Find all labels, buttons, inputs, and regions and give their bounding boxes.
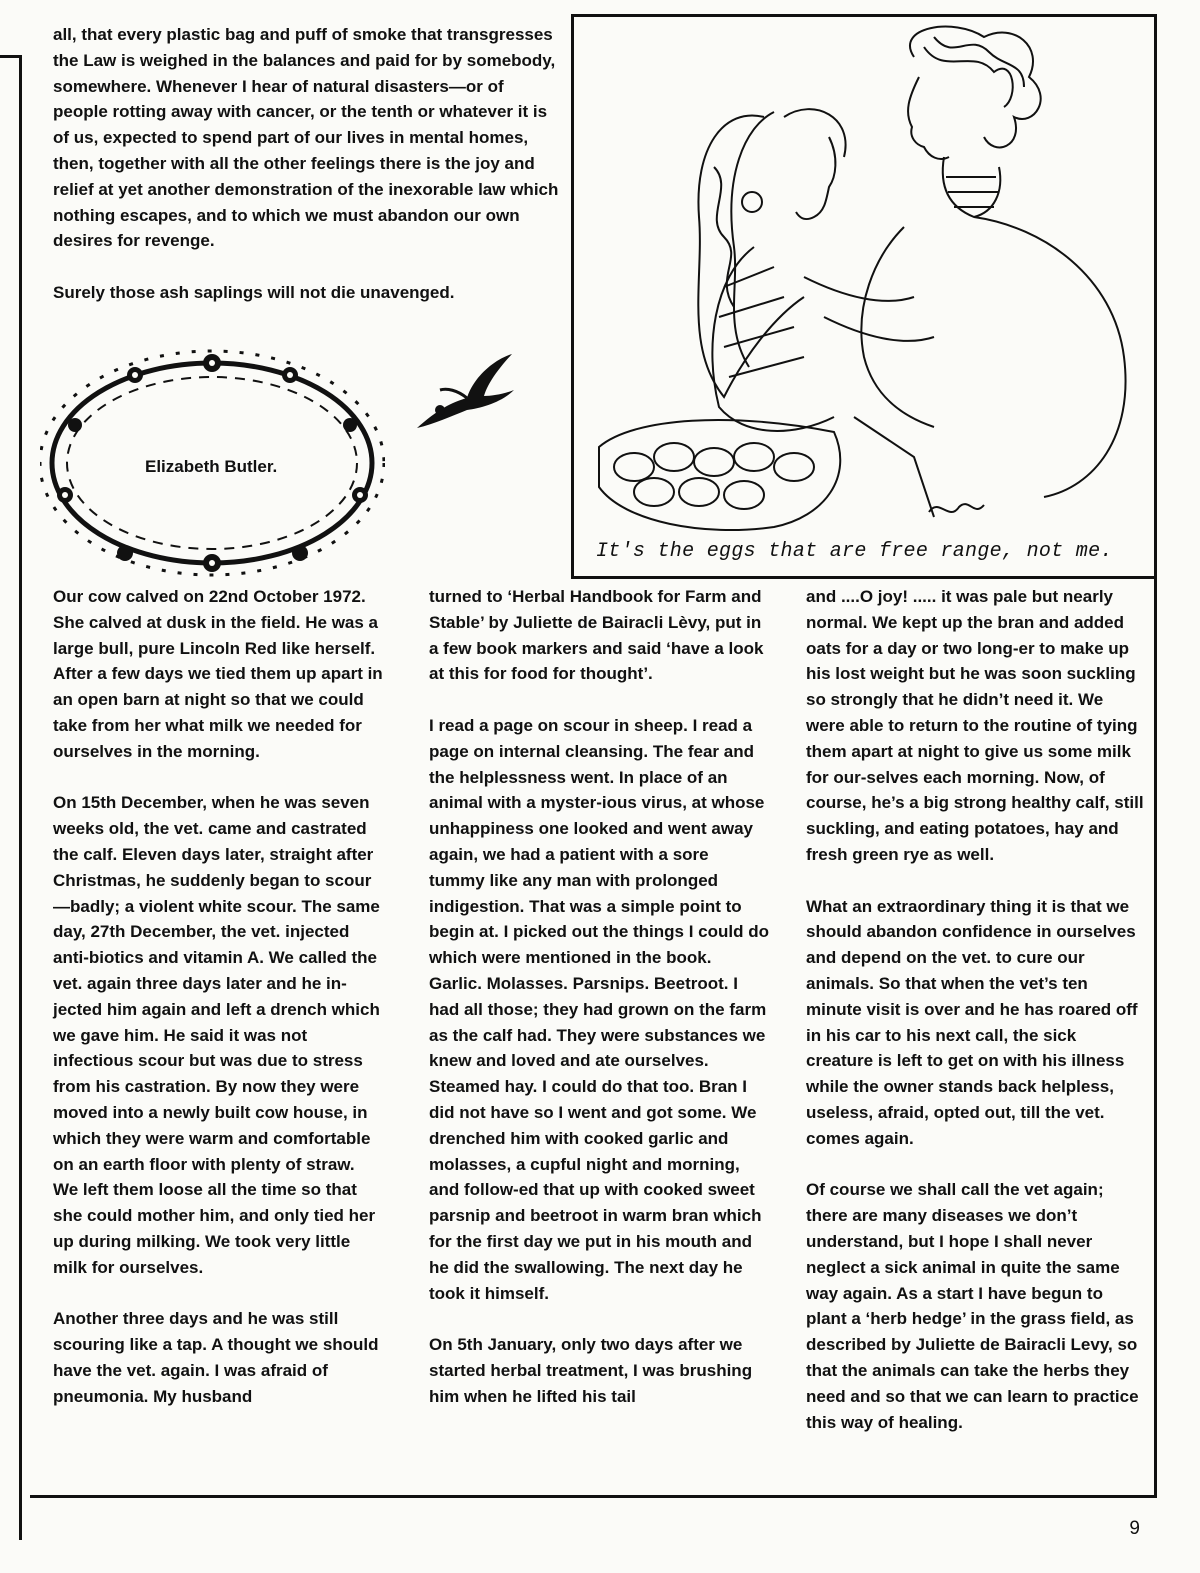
swallow-bird-icon [412, 350, 517, 435]
column-1-paragraph-2: On 15th December, when he was seven weeks old, the vet. came and castrated the calf. Eleven days later, straight after Christmas, he suddenly began to scour—badly; a violent white scour. The same day, 27th December, the vet. injected anti-biotics and vitamin A. We called the vet. again three days later and he in-jected him again and left a drench which we gave him. He said it was not infectious scour but was due to stress from his castration. By now they were moved into a newly built cow house, in which they were warm and comfortable on an earth floor with plenty of straw. We left them loose all the time so that she could mother him, and only tied her up during milking. We took very little milk for ourselves. [53, 793, 380, 1277]
article-column-3 [806, 584, 1146, 1461]
column-3-paragraph-1: and ....O joy! ..... it was pale but nearly normal. We kept up the bran and added oats for a day or two long-er to make up his lost weight but he was soon suckling so strongly that he didn’t need it. We were able to return to the routine of tying them apart at night to give us some milk for our-selves each morning. Now, of course, he’s a big strong healthy calf, still suckling, and eating potatoes, hay and fresh green rye as well. [806, 587, 1144, 864]
article-column-2 [429, 584, 769, 1435]
column-3-paragraph-3: Of course we shall call the vet again; there are many diseases we don’t understand, but I hope I shall never neglect a sick animal in quite the same way again. As a start I have begun to plant a ‘herb hedge’ in the grass field, as described by Juliette de Bairacli Levy, so that the animals can take the herbs they need and so that we can learn to practice this way of healing. [806, 1180, 1139, 1432]
illustration-caption: It's the eggs that are free range, not me. [596, 540, 1113, 563]
author-name: Elizabeth Butler. [145, 457, 278, 476]
column-2-paragraph-2: I read a page on scour in sheep. I read a page on internal cleansing. The fear and the helplessness went. In place of an animal with a myster-ious virus, at whose unhappiness one looked and went away again, we had a patient with a sore tummy like any man with prolonged indigestion. That was a simple point to begin at. I picked out the things I could do which were mentioned in the book. Garlic. Molasses. Parsnips. Beetroot. I had all those; they had grown on the farm as the calf had. They were substances we knew and loved and ate ourselves. Steamed hay. I could do that too. Bran I did not have so I went and got some. We drenched him with cooked garlic and molasses, a cupful night and morning, and follow-ed that up with cooked sweet parsnip and beetroot in warm bran which for the first day we put in his mouth and he did the swallowing. The next day he took it himself. [429, 715, 769, 1303]
intro-text [53, 22, 563, 332]
intro-closing-line: Surely those ash saplings will not die unavenged. [53, 282, 455, 302]
column-2-paragraph-1: turned to ‘Herbal Handbook for Farm and Stable’ by Juliette de Bairacli Lèvy, put in a few book markers and said ‘have a look at this for food for thought’. [429, 587, 764, 684]
column-1-paragraph-3: Another three days and he was still scouring like a tap. A thought we should have the vet. again. I was afraid of pneumonia. My husband [53, 1309, 379, 1406]
intro-paragraph: all, that every plastic bag and puff of smoke that transgresses the Law is weighed in the balances and paid for by somebody, somewhere. Whenever I hear of natural disasters—or of people rotting away with cancer, or the tenth or whatever it is of us, expected to spend part of our lives in mental homes, then, together with all the other feelings there is the joy and relief at yet another demonstration of the inexorable law which nothing escapes, and to which we must abandon our own desires for revenge. [53, 25, 559, 251]
left-margin-rule [0, 55, 22, 1540]
column-3-paragraph-2: What an extraordinary thing it is that we should abandon confidence in ourselves and depend on the vet. to cure our animals. So that when the vet’s ten minute visit is over and he has roared off in his car to his next call, the sick creature is left to get on with his illness while the owner stands back helpless, useless, afraid, opted out, till the vet. comes again. [806, 896, 1138, 1148]
article-column-1 [53, 584, 383, 1435]
couple-sketch-icon [574, 17, 1154, 537]
illustration-panel [571, 14, 1157, 579]
column-1-paragraph-1: Our cow calved on 22nd October 1972. She calved at dusk in the field. He was a large bull, pure Lincoln Red like herself. After a few days we tied them up apart in an open barn at night so that we could take from her what milk we needed for ourselves in the morning. [53, 587, 383, 761]
column-2-paragraph-3: On 5th January, only two days after we started herbal treatment, I was brushing him when he lifted his tail [429, 1335, 753, 1406]
page-number: 9 [1129, 1518, 1140, 1539]
